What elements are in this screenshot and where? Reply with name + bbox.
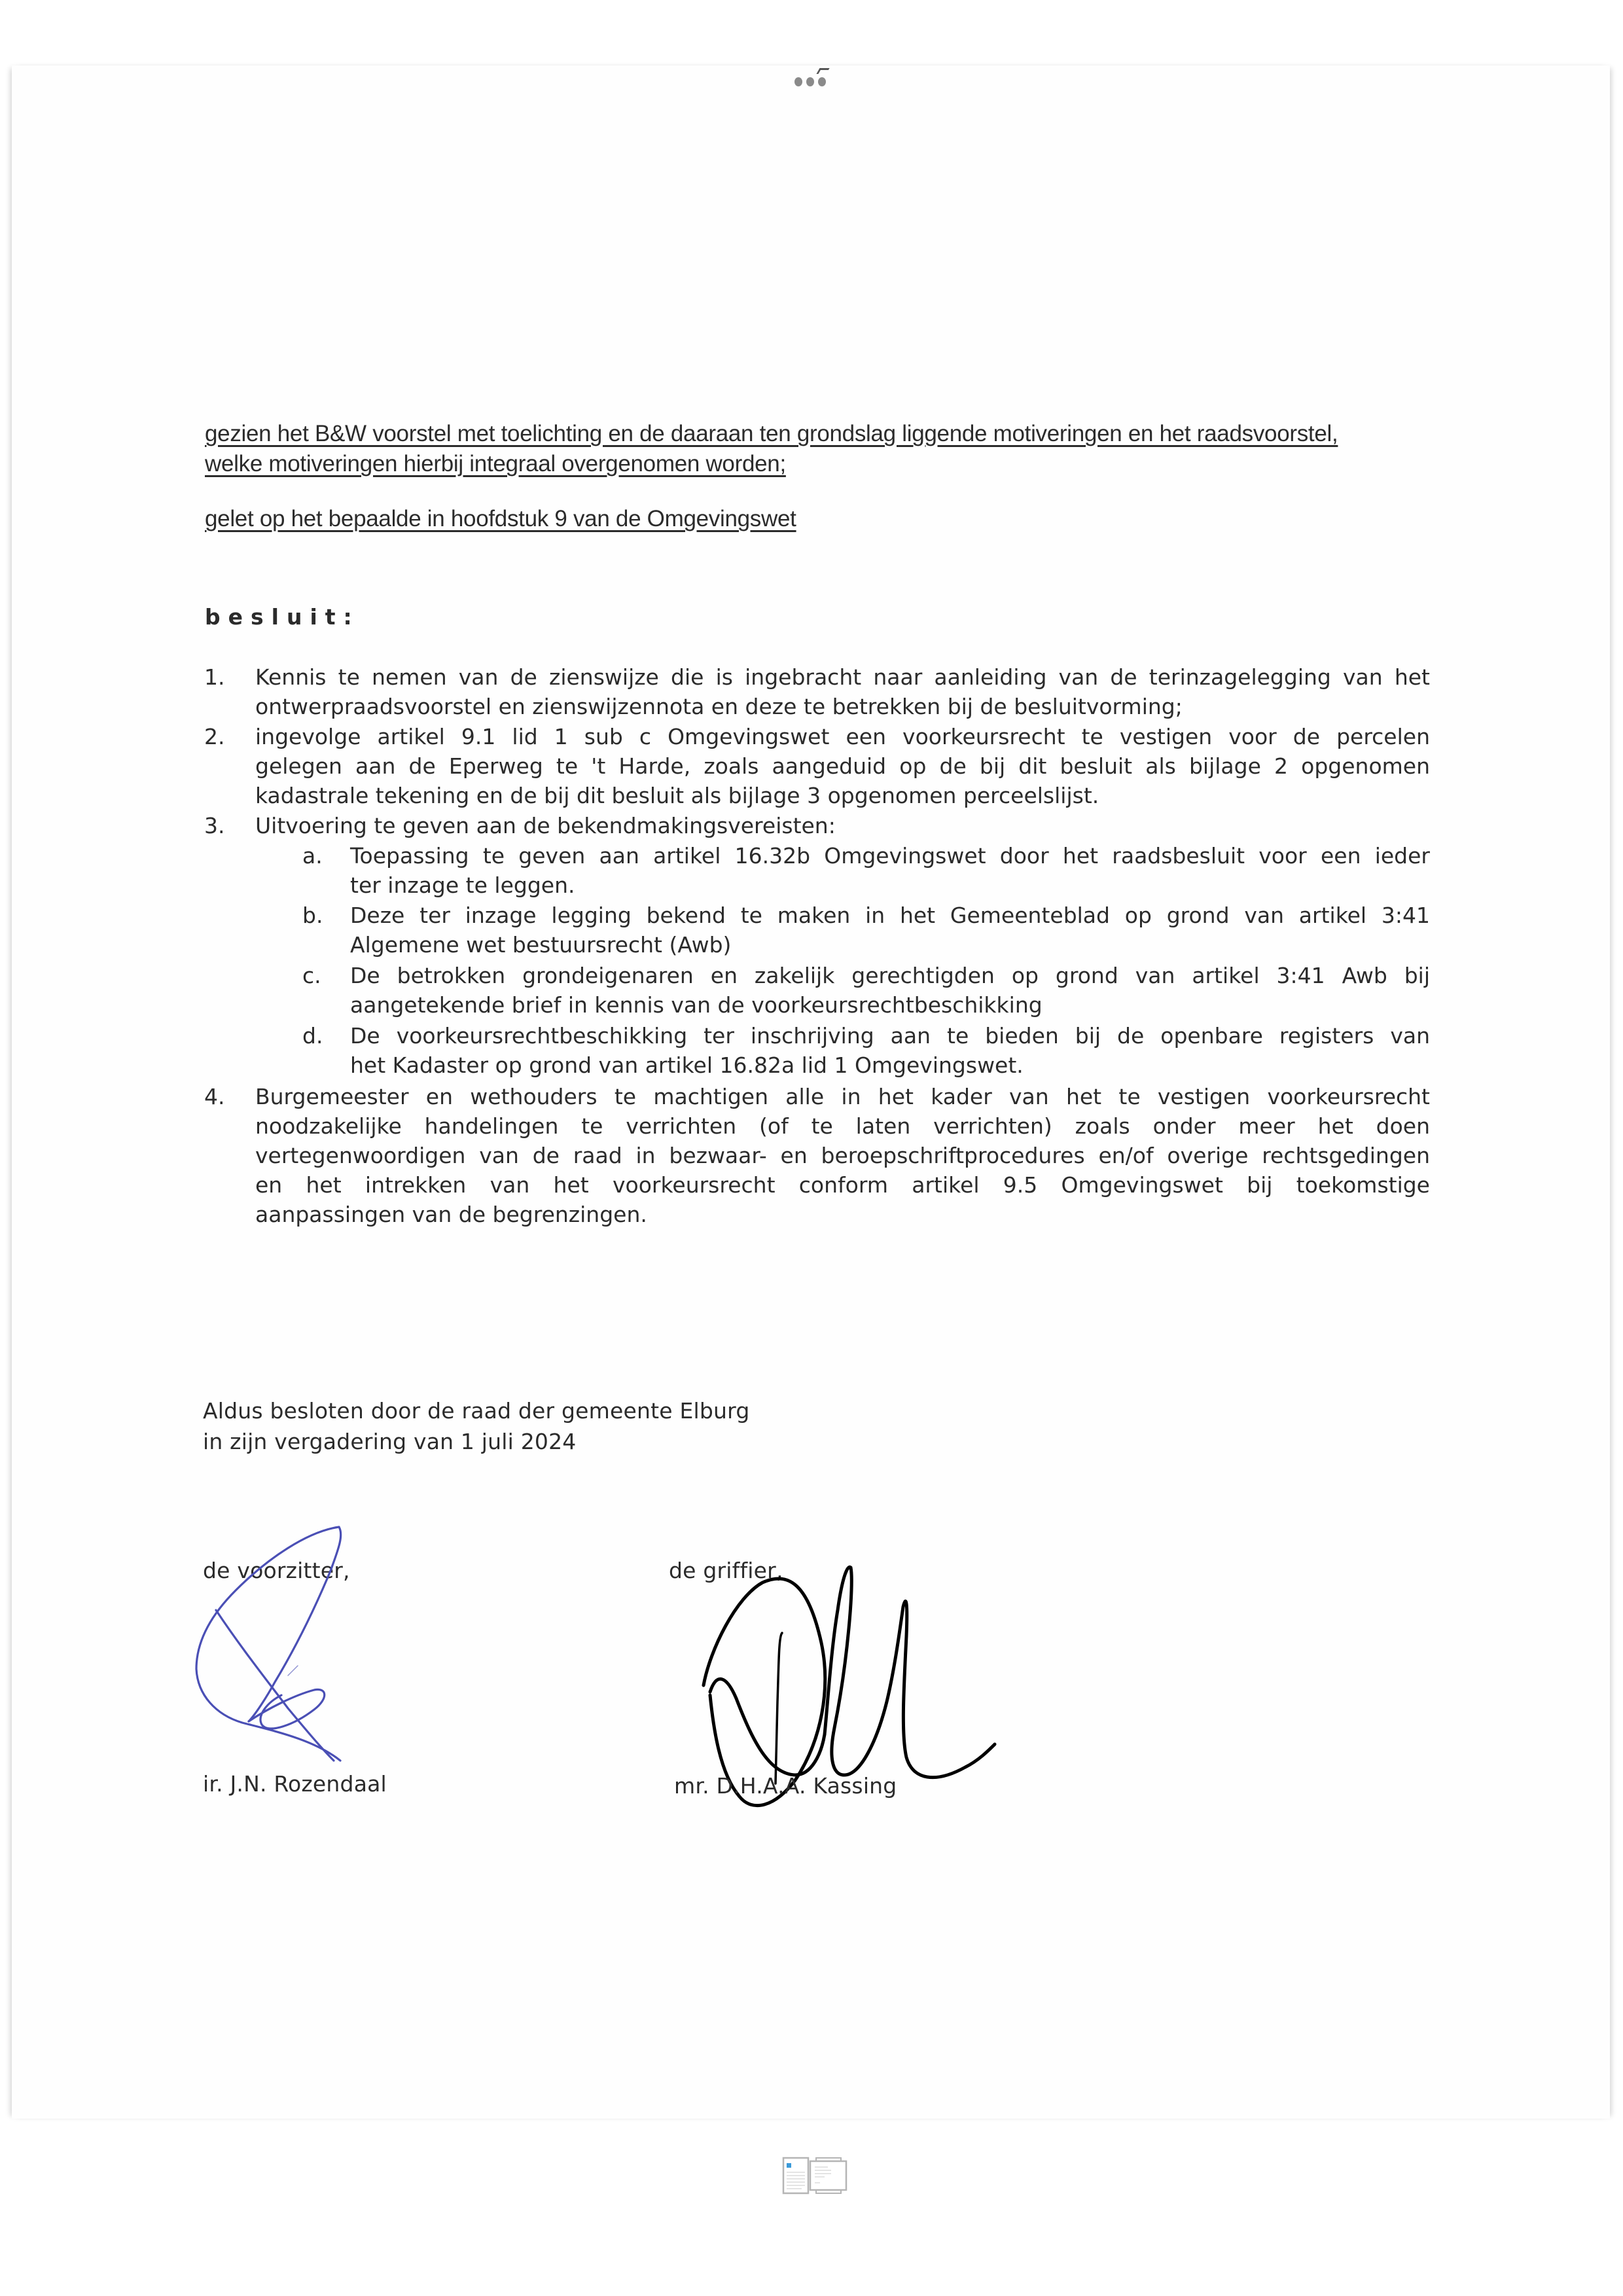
item-line: ontwerpraadsvoorstel en zienswijzennota en deze te betrekken bij de besluitvorming; — [255, 694, 1183, 719]
closing-line: Aldus besloten door de raad der gemeente Elburg — [203, 1398, 750, 1424]
subitem-line: Toepassing te geven aan artikel 16.32b Omgevingswet door het raadsbesluit voor een ieder — [350, 843, 1430, 869]
item-number: 1. — [204, 664, 225, 690]
decision-item-3 — [255, 811, 1430, 840]
subitem-line: Deze ter inzage legging bekend te maken in het Gemeenteblad op grond van artikel 3:41 — [350, 903, 1430, 928]
page-view-toggle-icon[interactable] — [782, 2157, 847, 2195]
item-line: vertegenwoordigen van de raad in bezwaar- en beroepschriftprocedures en/of overige rechtsgedingen — [255, 1143, 1430, 1168]
item-line: en het intrekken van het voorkeursrecht conform artikel 9.5 Omgevingswet bij toekomstige — [255, 1172, 1430, 1198]
decision-item-4 — [255, 1082, 1430, 1229]
subitem-line: ter inzage te leggen. — [350, 872, 575, 898]
subitem-letter: a. — [302, 843, 323, 869]
subitem-letter: c. — [302, 963, 321, 988]
subitem-letter: d. — [302, 1023, 323, 1049]
decision-heading: besluit: — [205, 604, 360, 630]
signatory-role-chair: de voorzitter, — [203, 1558, 350, 1583]
decision-item-1 — [255, 662, 1430, 721]
closing-line: in zijn vergadering van 1 juli 2024 — [203, 1429, 577, 1454]
decision-item-2 — [255, 722, 1430, 810]
item-line: gelegen aan de Eperweg te 't Harde, zoals aangeduid op de bij dit besluit als bijlage 2 opgenomen — [255, 753, 1430, 779]
subitem-line: het Kadaster op grond van artikel 16.82a lid 1 Omgevingswet. — [350, 1052, 1024, 1078]
consideration-line: gezien het B&W voorstel met toelichting en de daaraan ten grondslag liggende motiveringen en het raadsvoorstel, — [205, 421, 1338, 446]
subitem-letter: b. — [302, 903, 323, 928]
subitem-a — [350, 841, 1430, 900]
subitem-line: De betrokken grondeigenaren en zakelijk gerechtigden op grond van artikel 3:41 Awb bij — [350, 963, 1430, 988]
item-line: Uitvoering te geven aan de bekendmakingsvereisten: — [255, 813, 836, 838]
more-dots-icon[interactable] — [793, 65, 832, 92]
subitem-line: De voorkeursrechtbeschikking ter inschrijving aan te bieden bij de openbare registers van — [350, 1023, 1430, 1049]
item-line: ingevolge artikel 9.1 lid 1 sub c Omgevingswet een voorkeursrecht te vestigen voor de percelen — [255, 724, 1430, 749]
subitem-d — [350, 1021, 1430, 1080]
item-number: 3. — [204, 813, 225, 838]
item-number: 4. — [204, 1084, 225, 1109]
subitem-line: aangetekende brief in kennis van de voorkeursrechtbeschikking — [350, 992, 1043, 1018]
item-line: kadastrale tekening en de bij dit besluit als bijlage 3 opgenomen perceelslijst. — [255, 783, 1099, 808]
subitem-b — [350, 901, 1430, 960]
item-number: 2. — [204, 724, 225, 749]
subitem-c — [350, 961, 1430, 1020]
item-line: aanpassingen van de begrenzingen. — [255, 1202, 647, 1227]
consideration-line: gelet op het bepaalde in hoofdstuk 9 van de Omgevingswet — [205, 506, 796, 531]
item-line: Kennis te nemen van de zienswijze die is ingebracht naar aanleiding van de terinzagelegging van het — [255, 664, 1430, 690]
item-line: noodzakelijke handelingen te verrichten (of te laten verrichten) zoals onder meer het doen — [255, 1113, 1430, 1139]
signatory-name-chair: ir. J.N. Rozendaal — [203, 1771, 387, 1797]
consideration-line: welke motiveringen hierbij integraal overgenomen worden; — [205, 451, 786, 476]
subitem-line: Algemene wet bestuursrecht (Awb) — [350, 932, 732, 958]
item-line: Burgemeester en wethouders te machtigen alle in het kader van het te vestigen voorkeursrecht — [255, 1084, 1430, 1109]
signatory-name-clerk: mr. D.H.A.A. Kassing — [674, 1773, 897, 1799]
signature-chair — [190, 1518, 452, 1780]
signatory-role-clerk: de griffier, — [669, 1558, 783, 1583]
